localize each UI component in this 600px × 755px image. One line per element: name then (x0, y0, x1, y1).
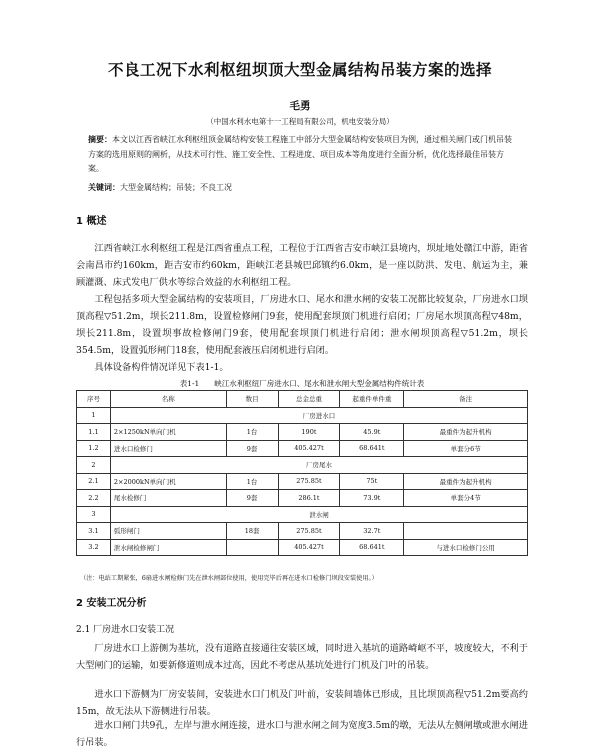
table-header-cell: 数目 (226, 391, 278, 408)
keywords-text: 大型金属结构；吊装；不良工况 (120, 183, 232, 192)
table-cell: 弧形闸门 (110, 523, 226, 540)
table-cell: 最重件为起升机构 (404, 473, 528, 490)
table-cell: 2×1250kN单向门机 (110, 424, 226, 441)
table-cell: 1 (77, 407, 111, 424)
table-cell: 275.85t (278, 523, 340, 540)
table-cell: 3 (77, 506, 111, 523)
table-cell: 1台 (226, 424, 278, 441)
paragraph-intake-2: 进水口下游侧为厂房安装间，安装进水口门机及门叶前，安装间墙体已形成，且比坝顶高程▽51.2m要高约15m，故无法从下游侧进行吊装。 (76, 689, 528, 717)
table-cell: 2.2 (77, 490, 111, 507)
subsection-heading-intake: 2.1 厂房进水口安装工况 (76, 625, 175, 635)
table-cell: 进水口检修门 (110, 440, 226, 457)
paragraph-overview-1: 江西省峡江水利枢纽工程是江西省重点工程，工程位于江西省吉安市峡江县境内，坝址地处赣江中游，距省会南昌市约160km，距吉安市约60km，距峡江老县城巴邱镇约6.0km，是一座以防洪、发电、航运为主，兼顾灌溉、床式发电厂供水等综合效益的水利枢纽工程。 (76, 243, 528, 288)
table-cell (404, 523, 528, 540)
paragraph-overview-2: 工程包括多项大型金属结构的安装项目，厂房进水口、尾水和泄水闸的安装工况都比较复杂，厂房进水口坝顶高程▽51.2m，坝长211.8m，设置检修闸门9套，使用配套坝顶门机进行启闭；厂房尾水坝顶高程▽48m，坝长211.8m，设置坝事故检修闸门9套，使用配套坝顶门机进行启闭；泄水闸坝顶高程▽51.2m，坝长354.5m，设置弧形闸门18套，使用配套液压启闭机进行启闭。 (76, 294, 528, 356)
paragraph-overview-3: 具体设备构件情况详见下表1-1。 (94, 362, 229, 373)
table-group-row (77, 457, 528, 474)
abstract-text: 本文以江西省峡江水利枢纽顶金属结构安装工程施工中部分大型金属结构安装项目为例，通过相关闸门或门机吊装方案的选用原则的阐析，从技术可行性、施工安全性、工程进度、项目成本等角度进行全面分析，优化选择最佳吊装方案。 (88, 135, 512, 173)
table-header-cell: 序号 (77, 391, 111, 408)
table-cell (226, 539, 278, 556)
table-group-label: 厂房进水口 (110, 407, 527, 424)
table-cell: 68.641t (340, 440, 404, 457)
table-cell: 2×2000kN单向门机 (110, 473, 226, 490)
table-group-row (77, 407, 528, 424)
table-cell: 9套 (226, 490, 278, 507)
table-header-cell: 起重件单件重 (340, 391, 404, 408)
equipment-table (76, 390, 528, 556)
table-cell: 405.427t (278, 440, 340, 457)
table-note: （注：电站工期紧张，6扇进水闸检修门先在泄水闸部位使用，使用完毕后再在进水口检修门坝段安装使用。） (80, 575, 378, 582)
table-cell: 2 (77, 457, 111, 474)
table-cell: 75t (340, 473, 404, 490)
table-cell: 405.427t (278, 539, 340, 556)
table-row (77, 523, 528, 540)
table-group-label: 泄水闸 (110, 506, 527, 523)
paragraph-intake-3: 进水口闸门共9孔，左岸与泄水闸连接，进水口与泄水闸之间为宽度3.5m的墩，无法从左侧闸墩或泄水闸进行吊装。 (76, 720, 528, 748)
table-row (77, 490, 528, 507)
table-cell: 286.1t (278, 490, 340, 507)
table-cell: 190t (278, 424, 340, 441)
table-cell: 32.7t (340, 523, 404, 540)
author-affiliation: （中国水利水电第十一工程局有限公司，机电安装分局） (206, 117, 394, 126)
section-heading-installation: 2 安装工况分析 (76, 598, 147, 609)
table-cell: 275.85t (278, 473, 340, 490)
table-cell: 68.641t (340, 539, 404, 556)
table-caption: 表1-1 峡江水利枢纽厂房进水口、尾水和泄水闸大型金属结构件统计表 (179, 379, 425, 388)
table-cell: 3.1 (77, 523, 111, 540)
table-cell: 18套 (226, 523, 278, 540)
author-name: 毛勇 (289, 100, 311, 112)
table-header-cell: 总金总重 (278, 391, 340, 408)
section-heading-overview: 1 概述 (76, 216, 107, 227)
table-cell: 45.9t (340, 424, 404, 441)
abstract (88, 132, 518, 177)
table-row (77, 473, 528, 490)
table-header-cell: 备注 (404, 391, 528, 408)
table-cell: 1.2 (77, 440, 111, 457)
abstract-label: 摘要： (88, 134, 112, 144)
table-cell: 单套分6节 (404, 440, 528, 457)
table-cell: 3.2 (77, 539, 111, 556)
table-cell: 泄水闸检修闸门 (110, 539, 226, 556)
table-cell: 2.1 (77, 473, 111, 490)
paragraph-intake-1: 厂房进水口上游侧为基坑，没有道路直接通往安装区域，同时进入基坑的道路崎岖不平，坡度较大，不利于大型闸门的运输，如要新修道则成本过高，因此不考虑从基坑处进行门机及门叶的吊装。 (76, 643, 528, 671)
table-cell: 1.1 (77, 424, 111, 441)
table-cell: 单套分4节 (404, 490, 528, 507)
table-cell: 尾水检修门 (110, 490, 226, 507)
table-row (77, 539, 528, 556)
table-cell: 与进水口检修门公用 (404, 539, 528, 556)
table-group-row (77, 506, 528, 523)
table-cell: 9套 (226, 440, 278, 457)
table-header-cell: 名称 (110, 391, 226, 408)
table-row (77, 440, 528, 457)
keywords (88, 182, 518, 193)
table-group-label: 厂房尾水 (110, 457, 527, 474)
table-row (77, 424, 528, 441)
keywords-label: 关键词： (88, 182, 120, 192)
table-cell: 最重件为起升机构 (404, 424, 528, 441)
paper-title: 不良工况下水利枢纽坝顶大型金属结构吊装方案的选择 (107, 61, 492, 79)
table-cell: 73.9t (340, 490, 404, 507)
table-header-row (77, 391, 528, 408)
table-cell: 1台 (226, 473, 278, 490)
